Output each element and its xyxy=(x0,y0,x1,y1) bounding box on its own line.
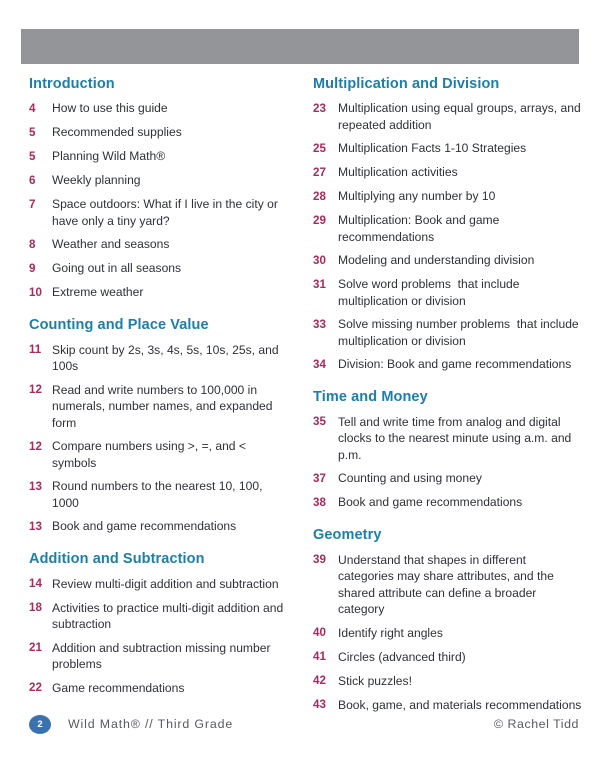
toc-section-heading: Multiplication and Division xyxy=(313,76,500,92)
toc-entry-label: Solve word problems that include multiplication or division xyxy=(338,277,523,308)
toc-entry-page-number: 5 xyxy=(29,149,36,163)
contents-column-right xyxy=(300,76,600,721)
toc-entry-page-number: 37 xyxy=(313,471,326,485)
toc-entry[interactable] xyxy=(313,356,584,373)
toc-entry-label: Skip count by 2s, 3s, 4s, 5s, 10s, 25s, and 100s xyxy=(52,342,282,374)
toc-entry[interactable] xyxy=(313,164,584,181)
toc-entry-page-number: 43 xyxy=(313,698,326,712)
toc-entry[interactable] xyxy=(29,196,290,229)
toc-entry-page-number: 9 xyxy=(29,261,36,275)
contents-columns xyxy=(0,76,600,721)
toc-entry-label: Multiplication activities xyxy=(338,165,458,180)
toc-entry-label: How to use this guide xyxy=(52,101,168,116)
toc-entry[interactable] xyxy=(313,414,584,464)
toc-entry-label: Multiplication using equal groups, arrays, and repeated addition xyxy=(338,101,585,132)
toc-entry-page-number: 6 xyxy=(29,173,36,187)
toc-entry-page-number: 38 xyxy=(313,495,326,509)
toc-entry-page-number: 33 xyxy=(313,317,326,331)
toc-entry[interactable] xyxy=(313,673,584,690)
toc-entry-page-number: 35 xyxy=(313,415,326,429)
toc-entry-label: Round numbers to the nearest 10, 100, 1000 xyxy=(52,479,266,510)
toc-entry[interactable] xyxy=(313,470,584,487)
toc-section xyxy=(29,551,290,696)
toc-entry[interactable] xyxy=(313,276,584,309)
toc-section-heading: Time and Money xyxy=(313,389,428,406)
toc-entry[interactable] xyxy=(29,478,290,511)
toc-section xyxy=(313,76,584,373)
toc-entry-label: Identify right angles xyxy=(338,625,443,640)
header-banner xyxy=(21,29,579,64)
toc-section-heading: Counting and Place Value xyxy=(29,317,209,334)
toc-entry[interactable] xyxy=(313,100,584,133)
toc-entry-label: Tell and write time from analog and digital clocks to the nearest minute using a.m. and p.m. xyxy=(338,414,575,462)
toc-entry-page-number: 18 xyxy=(29,601,42,615)
toc-section-heading: Introduction xyxy=(29,76,115,92)
toc-entry-page-number: 27 xyxy=(313,165,326,179)
toc-entry[interactable] xyxy=(29,260,290,277)
toc-entry-page-number: 13 xyxy=(29,519,42,533)
toc-entry-page-number: 4 xyxy=(29,101,36,115)
toc-section xyxy=(313,389,584,511)
toc-entry-label: Counting and using money xyxy=(338,471,482,486)
toc-entry[interactable] xyxy=(29,148,290,165)
toc-entry[interactable] xyxy=(313,625,584,642)
toc-entry-label: Review multi-digit addition and subtraction xyxy=(52,576,279,591)
toc-entry[interactable] xyxy=(29,236,290,253)
toc-entry-page-number: 12 xyxy=(29,439,42,453)
toc-entry-label: Activities to practice multi-digit addition and subtraction xyxy=(52,600,287,632)
toc-entry[interactable] xyxy=(313,188,584,205)
page-number-badge: 2 xyxy=(29,715,51,734)
toc-entry[interactable] xyxy=(313,316,584,349)
toc-entry-page-number: 29 xyxy=(313,213,326,227)
toc-entry-label: Compare numbers using >, =, and < symbols xyxy=(52,439,250,470)
toc-entry[interactable] xyxy=(29,600,290,633)
toc-entry-label: Recommended supplies xyxy=(52,125,182,140)
toc-entry[interactable] xyxy=(29,640,290,673)
toc-entry[interactable] xyxy=(313,140,584,157)
toc-section xyxy=(29,317,290,535)
toc-entry[interactable] xyxy=(29,100,290,117)
toc-entry-label: Weather and seasons xyxy=(52,237,170,252)
toc-entry-page-number: 34 xyxy=(313,357,326,371)
toc-entry-label: Game recommendations xyxy=(52,680,185,695)
footer-title: Wild Math® // Third Grade xyxy=(68,717,234,731)
toc-entry-label: Addition and subtraction missing number problems xyxy=(52,640,274,672)
toc-entry[interactable] xyxy=(29,576,290,593)
footer-copyright: © Rachel Tidd xyxy=(493,717,579,731)
toc-entry-label: Stick puzzles! xyxy=(338,673,412,688)
toc-entry-label: Understand that shapes in different categories may share attributes, and the shared attribute can define a broader category xyxy=(338,552,558,617)
toc-section-heading: Geometry xyxy=(313,527,382,544)
toc-entry[interactable] xyxy=(313,552,584,618)
toc-entry-label: Multiplying any number by 10 xyxy=(338,189,496,204)
toc-section xyxy=(313,527,584,713)
toc-entry-label: Book and game recommendations xyxy=(52,519,237,534)
toc-entry-page-number: 40 xyxy=(313,626,326,640)
toc-section xyxy=(29,76,290,301)
toc-entry-page-number: 22 xyxy=(29,681,42,695)
toc-section-heading: Addition and Subtraction xyxy=(29,551,205,568)
toc-entry-label: Book and game recommendations xyxy=(338,495,523,510)
toc-entry[interactable] xyxy=(313,494,584,511)
toc-entry-label: Circles (advanced third) xyxy=(338,649,466,664)
toc-entry-page-number: 13 xyxy=(29,479,42,493)
toc-entry-label: Read and write numbers to 100,000 in numerals, number names, and expanded form xyxy=(52,382,276,430)
toc-entry-page-number: 25 xyxy=(313,141,326,155)
toc-entry-page-number: 41 xyxy=(313,650,326,664)
toc-entry-page-number: 39 xyxy=(313,553,326,567)
toc-entry-page-number: 8 xyxy=(29,237,36,251)
toc-entry[interactable] xyxy=(29,342,290,375)
toc-entry-label: Going out in all seasons xyxy=(52,261,182,276)
toc-entry-label: Multiplication Facts 1-10 Strategies xyxy=(338,141,527,156)
toc-entry-label: Modeling and understanding division xyxy=(338,253,535,268)
toc-entry-label: Book, game, and materials recommendations xyxy=(338,697,582,712)
toc-entry[interactable] xyxy=(313,252,584,269)
toc-entry-label: Extreme weather xyxy=(52,285,144,300)
toc-entry-page-number: 14 xyxy=(29,577,42,591)
page-footer xyxy=(0,711,600,741)
toc-entry[interactable] xyxy=(29,124,290,141)
toc-entry-page-number: 7 xyxy=(29,197,36,211)
toc-entry-page-number: 31 xyxy=(313,277,326,291)
toc-entry[interactable] xyxy=(29,518,290,535)
toc-entry[interactable] xyxy=(29,172,290,189)
toc-entry-page-number: 23 xyxy=(313,101,326,115)
toc-entry[interactable] xyxy=(29,382,290,432)
toc-entry-label: Multiplication: Book and game recommendations xyxy=(338,213,503,244)
toc-entry[interactable] xyxy=(313,649,584,666)
toc-entry-label: Division: Book and game recommendations xyxy=(338,357,572,372)
toc-entry-page-number: 10 xyxy=(29,285,42,299)
contents-column-left xyxy=(0,76,300,704)
toc-entry-page-number: 5 xyxy=(29,125,36,139)
toc-entry-label: Weekly planning xyxy=(52,173,141,188)
toc-entry[interactable] xyxy=(29,680,290,697)
toc-entry-page-number: 42 xyxy=(313,674,326,688)
toc-entry[interactable] xyxy=(29,438,290,471)
toc-entry-page-number: 30 xyxy=(313,253,326,267)
toc-entry-page-number: 21 xyxy=(29,641,42,655)
toc-entry-label: Planning Wild Math® xyxy=(52,149,166,164)
toc-entry-page-number: 11 xyxy=(29,343,42,357)
toc-entry-page-number: 28 xyxy=(313,189,326,203)
toc-entry[interactable] xyxy=(29,284,290,301)
toc-entry-label: Solve missing number problems that include multiplication or division xyxy=(338,317,583,348)
toc-entry-page-number: 12 xyxy=(29,383,42,397)
toc-entry-label: Space outdoors: What if I live in the city or have only a tiny yard? xyxy=(52,197,282,228)
toc-entry[interactable] xyxy=(313,212,584,245)
